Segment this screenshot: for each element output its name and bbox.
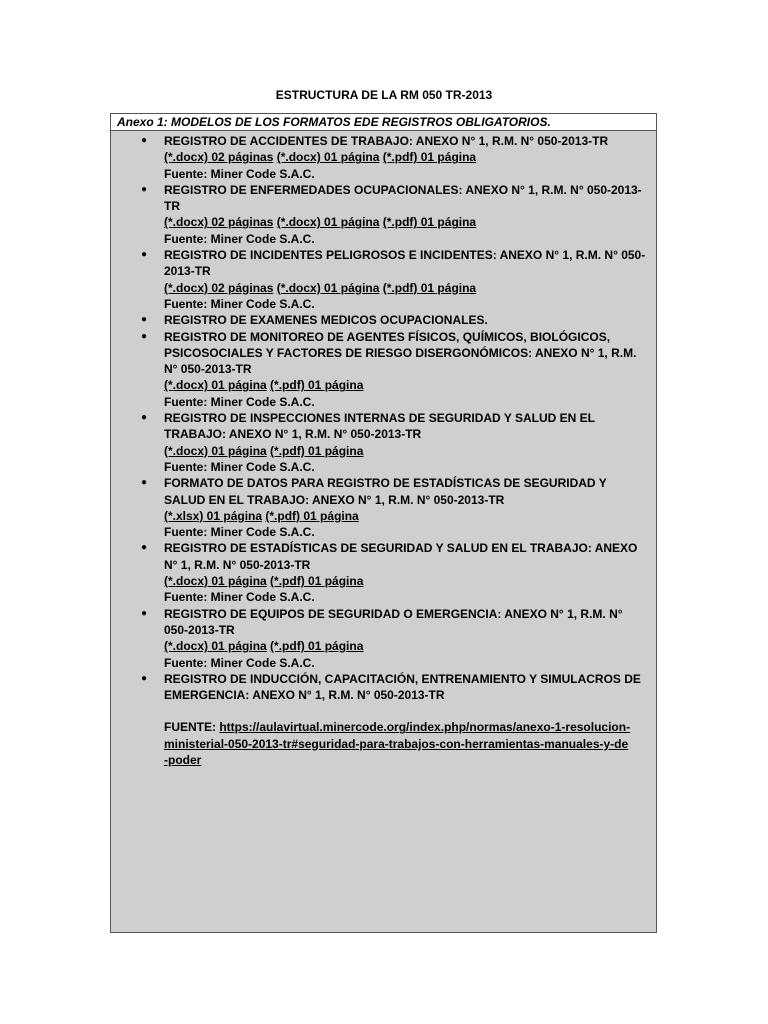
registro-title: REGISTRO DE INSPECCIONES INTERNAS DE SEGURIDAD Y SALUD EN EL TRABAJO: ANEXO N° 1, R.M. N° 050-2013-TR [164, 411, 595, 442]
download-link[interactable]: (*.pdf) 01 página [382, 215, 477, 230]
registro-title: REGISTRO DE ACCIDENTES DE TRABAJO: ANEXO N° 1, R.M. N° 050-2013-TR [164, 134, 609, 148]
registro-source: Fuente: Miner Code S.A.C. [164, 296, 315, 311]
bullet-icon: ● [141, 477, 148, 489]
download-links [164, 377, 648, 393]
registro-source: Fuente: Miner Code S.A.C. [164, 459, 315, 474]
download-link[interactable]: (*.pdf) 01 página [382, 280, 477, 295]
registro-source: Fuente: Miner Code S.A.C. [164, 590, 315, 605]
registro-item [111, 312, 656, 328]
registro-source: Fuente: Miner Code S.A.C. [164, 231, 315, 246]
download-link[interactable]: (*.pdf) 01 página [270, 639, 364, 654]
registro-item [111, 671, 656, 704]
download-links [164, 149, 648, 165]
download-links [164, 280, 648, 296]
bullet-icon: ● [141, 135, 148, 146]
registro-source: Fuente: Miner Code S.A.C. [164, 166, 315, 181]
registro-item [111, 410, 656, 475]
download-links [164, 443, 648, 459]
source-label: FUENTE: [164, 720, 220, 735]
bullet-icon: ● [141, 412, 148, 424]
table-header: Anexo 1: MODELOS DE LOS FORMATOS EDE REGISTROS OBLIGATORIOS. [111, 114, 656, 131]
download-links [164, 214, 648, 230]
download-link[interactable]: (*.pdf) 01 página [270, 574, 364, 589]
download-link[interactable]: (*.docx) 01 página [164, 443, 267, 458]
page-title: ESTRUCTURA DE LA RM 050 TR-2013 [275, 88, 493, 102]
registro-item [111, 475, 656, 540]
bullet-icon: ● [141, 607, 148, 619]
bullet-icon: ● [141, 672, 148, 684]
download-link[interactable]: (*.docx) 02 páginas [164, 215, 274, 230]
table-body [111, 131, 656, 768]
registro-title: REGISTRO DE ESTADÍSTICAS DE SEGURIDAD Y SALUD EN EL TRABAJO: ANEXO N° 1, R.M. N° 050-2013-TR [164, 541, 638, 572]
download-link[interactable]: (*.docx) 01 página [164, 574, 267, 589]
registro-item [111, 247, 656, 312]
bullet-icon: ● [141, 183, 148, 195]
download-link[interactable]: (*.docx) 01 página [276, 150, 380, 165]
download-link[interactable]: (*.docx) 02 páginas [164, 280, 274, 295]
download-link[interactable]: (*.docx) 01 página [164, 639, 267, 654]
bullet-icon: ● [141, 314, 148, 326]
registro-title: REGISTRO DE EQUIPOS DE SEGURIDAD O EMERGENCIA: ANEXO N° 1, R.M. N° 050-2013-TR [164, 606, 623, 637]
registro-source: Fuente: Miner Code S.A.C. [164, 394, 315, 409]
source-link[interactable]: https://aulavirtual.minercode.org/index.php/normas/anexo-1-resolucion-ministerial-050-2013-tr#seguridad-para-trabajos-con-herramientas-manuales-y-de-poder [164, 720, 631, 767]
registro-title: REGISTRO DE MONITOREO DE AGENTES FÍSICOS, QUÍMICOS, BIOLÓGICOS, PSICOSOCIALES Y FACTORES DE RIESGO DISERGONÓMICOS: ANEXO N° 1, R.M. N° 050-2013-TR [164, 329, 637, 377]
download-link[interactable]: (*.docx) 01 página [276, 280, 380, 295]
download-link[interactable]: (*.docx) 01 página [276, 215, 380, 230]
bullet-icon: ● [141, 542, 148, 554]
registro-item [111, 133, 656, 182]
registro-item [111, 329, 656, 410]
download-link[interactable]: (*.pdf) 01 página [270, 443, 364, 458]
download-link[interactable]: (*.pdf) 01 página [270, 378, 364, 393]
registro-title: REGISTRO DE EXAMENES MEDICOS OCUPACIONALES. [164, 313, 488, 328]
registro-source: Fuente: Miner Code S.A.C. [164, 655, 315, 670]
registro-title: REGISTRO DE ENFERMEDADES OCUPACIONALES: ANEXO N° 1, R.M. N° 050-2013-TR [164, 182, 642, 214]
download-link[interactable]: (*.xlsx) 01 página [164, 508, 263, 523]
registro-title: REGISTRO DE INCIDENTES PELIGROSOS E INCIDENTES: ANEXO N° 1, R.M. N° 050-2013-TR [164, 248, 646, 279]
registro-item [111, 540, 656, 605]
download-link[interactable]: (*.pdf) 01 página [382, 150, 477, 165]
source-block [111, 719, 656, 768]
registro-item [111, 606, 656, 671]
download-link[interactable]: (*.docx) 02 páginas [164, 150, 274, 165]
download-link[interactable]: (*.docx) 01 página [164, 378, 267, 393]
download-link[interactable]: (*.pdf) 01 página [265, 508, 359, 523]
registros-list [111, 133, 656, 703]
registro-title: REGISTRO DE INDUCCIÓN, CAPACITACIÓN, ENTRENAMIENTO Y SIMULACROS DE EMERGENCIA: ANEXO N° 1, R.M. N° 050-2013-TR [164, 671, 641, 703]
registro-item [111, 182, 656, 247]
registros-table [110, 113, 657, 933]
registro-title: FORMATO DE DATOS PARA REGISTRO DE ESTADÍSTICAS DE SEGURIDAD Y SALUD EN EL TRABAJO: ANEXO N° 1, R.M. N° 050-2013-TR [164, 476, 607, 507]
download-links [164, 573, 648, 589]
download-links [164, 508, 648, 524]
registro-source: Fuente: Miner Code S.A.C. [164, 525, 315, 540]
download-links [164, 638, 648, 654]
bullet-icon: ● [141, 330, 148, 342]
bullet-icon: ● [141, 249, 148, 261]
